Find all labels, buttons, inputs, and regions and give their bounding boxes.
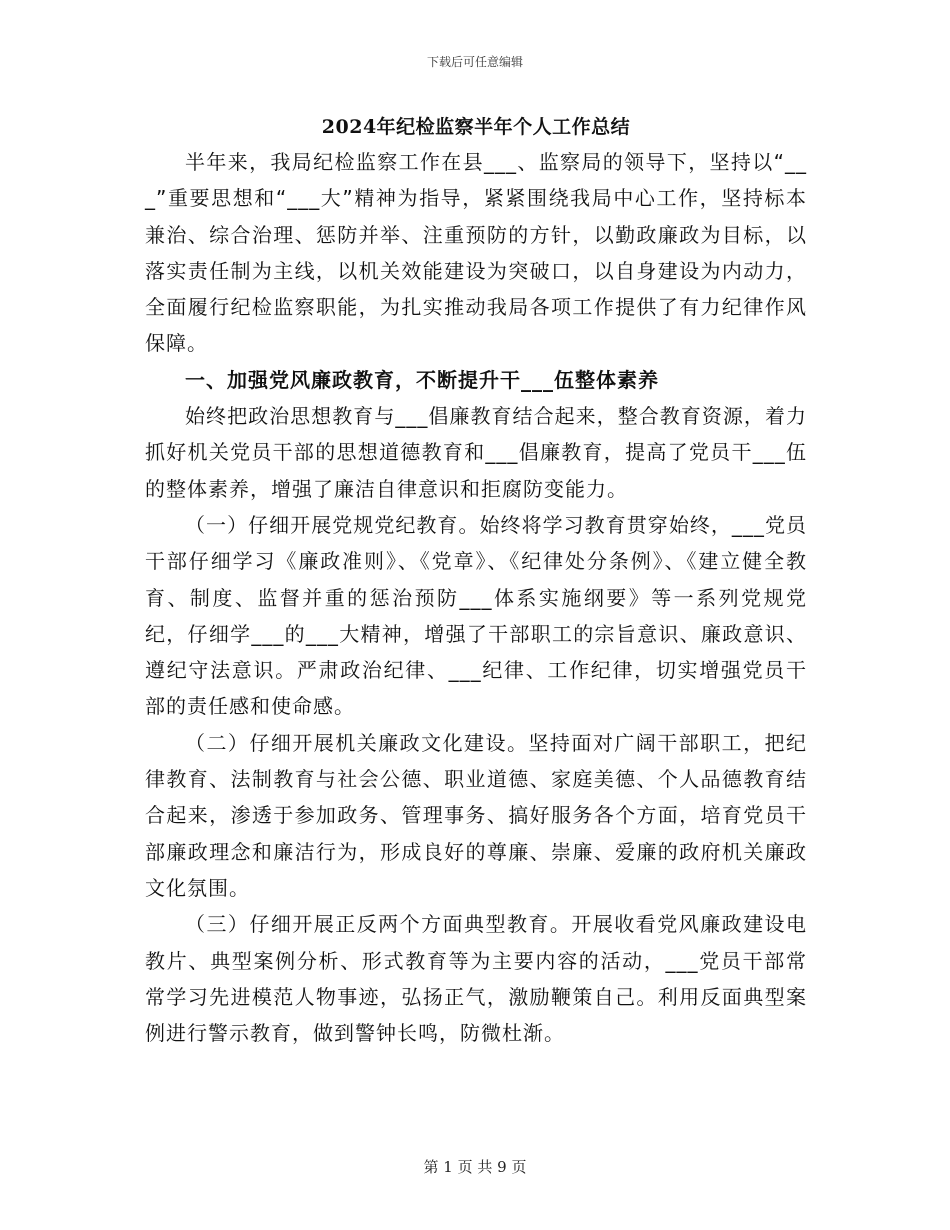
subsection-2-paragraph: （二）仔细开展机关廉政文化建设。坚持面对广阔干部职工，把纪律教育、法制教育与社会公德、职业道德、家庭美德、个人品德教育结合起来，渗透于参加政务、管理事务、搞好服务各个方面，培育党员干部廉政理念和廉洁行为，形成良好的尊廉、崇廉、爱廉的政府机关廉政文化氛围。 [145,730,807,900]
page-footer: 第 1 页 共 9 页 [423,1158,527,1176]
header-note: 下载后可任意编辑 [426,55,523,69]
section-heading-1: 一、加强党风廉政教育，不断提升干___伍整体素养 [185,367,659,392]
intro-paragraph: 半年来，我局纪检监察工作在县___、监察局的领导下，坚持以“___”重要思想和“___大”精神为指导，紧紧围绕我局中心工作，坚持标本兼治、综合治理、惩防并举、注重预防的方针，以勤政廉政为目标，以落实责任制为主线，以机关效能建设为突破口，以自身建设为内动力，全面履行纪检监察职能，为扎实推动我局各项工作提供了有力纪律作风保障。 [145,150,807,356]
document-title: 2024年纪检监察半年个人工作总结 [321,116,631,138]
subsection-3-paragraph: （三）仔细开展正反两个方面典型教育。开展收看党风廉政建设电教片、典型案例分析、形式教育等为主要内容的活动，___党员干部常常学习先进模范人物事迹，弘扬正气，激励鞭策自己。利用反面典型案例进行警示教育，做到警钟长鸣，防微杜渐。 [145,912,807,1046]
subsection-1-paragraph: （一）仔细开展党规党纪教育。始终将学习教育贯穿始终，___党员干部仔细学习《廉政准则》、《党章》、《纪律处分条例》、《建立健全教育、制度、监督并重的惩治预防___体系实施纲要》等一系列党规党纪，仔细学___的___大精神，增强了干部职工的宗旨意识、廉政意识、遵纪守法意识。严肃政治纪律、___纪律、工作纪律，切实增强党员干部的责任感和使命感。 [145,512,807,719]
document-body [145,112,807,1051]
section-1-paragraph: 始终把政治思想教育与___倡廉教育结合起来，整合教育资源，着力抓好机关党员干部的思想道德教育和___倡廉教育，提高了党员干___伍的整体素养，增强了廉洁自律意识和拒腐防变能力。 [145,404,807,501]
